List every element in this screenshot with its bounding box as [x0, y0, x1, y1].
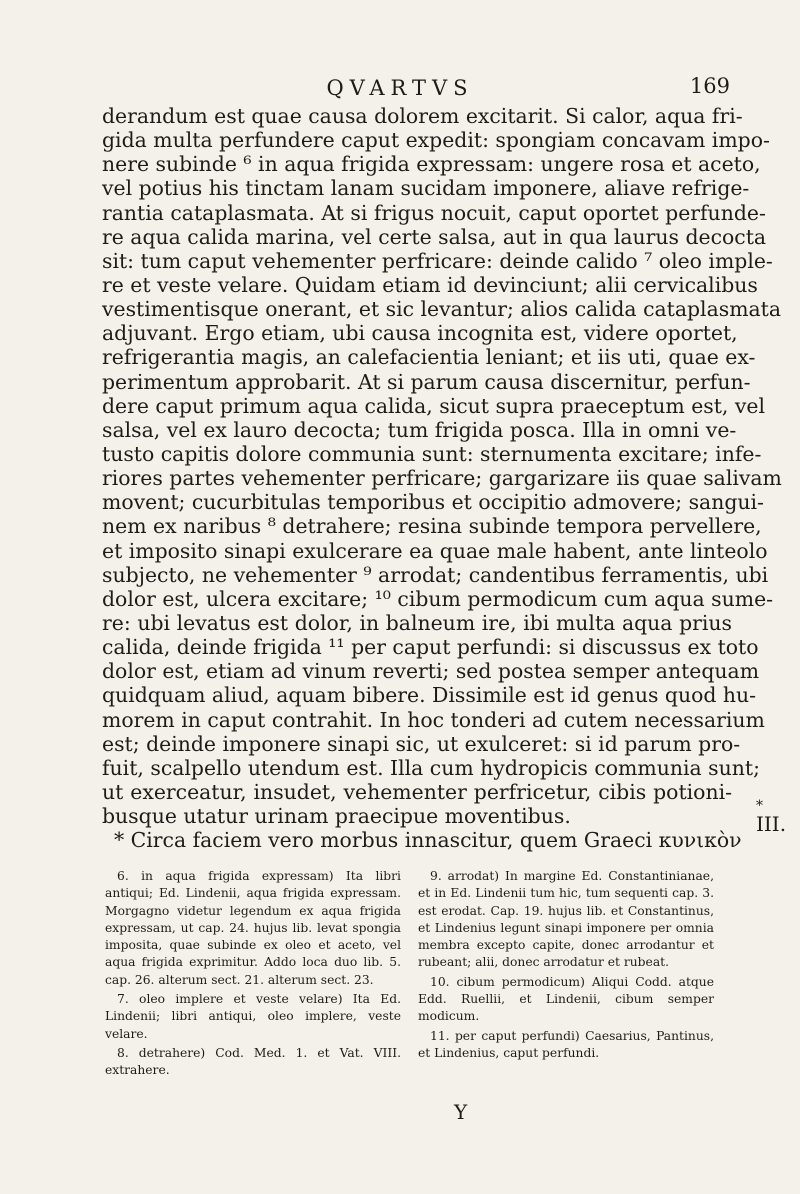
text-line: re aqua calida marina, vel certe salsa, aut in qua laurus decocta	[102, 224, 767, 249]
text-line: nere subinde ⁶ in aqua frigida expressam: ungere rosa et aceto,	[102, 152, 761, 177]
footnote: 8. detrahere) Cod. Med. 1. et Vat. VIII. extrahere.	[105, 1045, 401, 1078]
text-line: ut exerceatur, insudet, vehementer perfricetur, cibis potioni-	[102, 779, 732, 804]
text-line: refrigerantia magis, an calefacientia leniant; et iis uti, quae ex-	[102, 345, 756, 370]
running-title: QVARTVS	[326, 76, 474, 100]
text-line: vestimentisque onerant, et sic levantur; alios calida cataplasmata	[102, 297, 782, 322]
text-line: calida, deinde frigida ¹¹ per caput perfundi: si discussus ex toto	[102, 635, 759, 660]
chapter-marker	[756, 798, 787, 836]
text-line: rantia cataplasmata. At si frigus nocuit, caput oportet perfunde-	[102, 200, 766, 225]
text-line: dere caput primum aqua calida, sicut supra praeceptum est, vel	[102, 393, 765, 418]
text-line: riores partes vehementer perfricare; gargarizare iis quae salivam	[102, 466, 782, 491]
text-line: subjecto, ne vehementer ⁹ arrodat; candentibus ferramentis, ubi	[102, 562, 769, 587]
text-line: vel potius his tinctam lanam sucidam imponere, aliave refrige-	[102, 176, 750, 201]
text-line: fuit, scalpello utendum est. Illa cum hydropicis communia sunt;	[102, 755, 760, 780]
text-line: * Circa faciem vero morbus innascitur, quem Graeci κυνικὸν	[114, 828, 742, 853]
text-line: et imposito sinapi exulcerare ea quae male habent, ante linteolo	[102, 538, 768, 563]
text-line: sit: tum caput vehementer perfricare: deinde calido ⁷ oleo imple-	[102, 248, 773, 273]
signature-mark: Y	[454, 1100, 468, 1124]
chapter-asterisk: *	[756, 798, 763, 814]
footnote: 7. oleo implere et veste velare) Ita Ed. Lindenii; libri antiqui, oleo implere, veste velare.	[105, 992, 401, 1041]
text-line: movent; cucurbitulas temporibus et occipitio admovere; sangui-	[102, 490, 764, 515]
text-line: nem ex naribus ⁸ detrahere; resina subinde tempora pervellere,	[102, 514, 762, 539]
text-line: est; deinde imponere sinapi sic, ut exulceret: si id parum pro-	[102, 731, 741, 756]
footnotes-right-column	[418, 868, 714, 1064]
footnote: 10. cibum permodicum) Aliqui Codd. atque Edd. Ruellii, et Lindenii, cibum semper modicum.	[418, 974, 714, 1024]
chapter-number: III.	[756, 812, 787, 836]
text-line: perimentum approbarit. At si parum causa discernitur, perfun-	[102, 369, 751, 394]
text-line: salsa, vel ex lauro decocta; tum frigida posca. Illa in omni ve-	[102, 417, 737, 442]
text-line: adjuvant. Ergo etiam, ubi causa incognita est, videre oportet,	[102, 321, 738, 346]
footnote: 6. in aqua frigida expressam) Ita libri antiqui; Ed. Lindenii, aqua frigida expressam. Morgagno videtur legendum ex aqua frigida expressam, ut cap. 24. hujus lib. levat spongia imposita, quae subinde ex oleo et aceto, vel aqua frigida exprimitur. Addo loca duo lib. 5. cap. 26. alterum sect. 21. alterum sect. 23.	[105, 869, 401, 987]
footnotes-left-column	[105, 868, 401, 1082]
text-line: quidquam aliud, aquam bibere. Dissimile est id genus quod hu-	[102, 683, 757, 708]
text-line: dolor est, etiam ad vinum reverti; sed postea semper antequam	[102, 659, 760, 684]
footnote: 9. arrodat) In margine Ed. Constantinianae, et in Ed. Lindenii tum hic, tum sequenti cap. 3. est erodat. Cap. 19. hujus lib. et Constantinus, et Lindenius legunt sinapi imponere per omnia membra excepto capite, donec arrodantur et rubeant; alii, donec arrodatur et rubeat.	[418, 869, 714, 970]
text-line: gida multa perfundere caput expedit: spongiam concavam impo-	[102, 128, 770, 153]
text-line: re et veste velare. Quidam etiam id devinciunt; alii cervicalibus	[102, 272, 758, 297]
running-header	[0, 76, 800, 106]
text-line: busque utatur urinam praecipue moventibus.	[102, 804, 571, 829]
page-number: 169	[689, 74, 730, 98]
text-line: morem in caput contrahit. In hoc tonderi ad cutem necessarium	[102, 707, 765, 732]
text-line: tusto capitis dolore communia sunt: sternumenta excitare; infe-	[102, 441, 762, 466]
text-line: dolor est, ulcera excitare; ¹⁰ cibum permodicum cum aqua sume-	[102, 586, 774, 611]
text-line: re: ubi levatus est dolor, in balneum ire, ibi multa aqua prius	[102, 610, 732, 635]
footnote: 11. per caput perfundi) Caesarius, Pantinus, et Lindenius, caput perfundi.	[418, 1028, 714, 1060]
text-line: derandum est quae causa dolorem excitarit. Si calor, aqua fri-	[102, 104, 743, 128]
